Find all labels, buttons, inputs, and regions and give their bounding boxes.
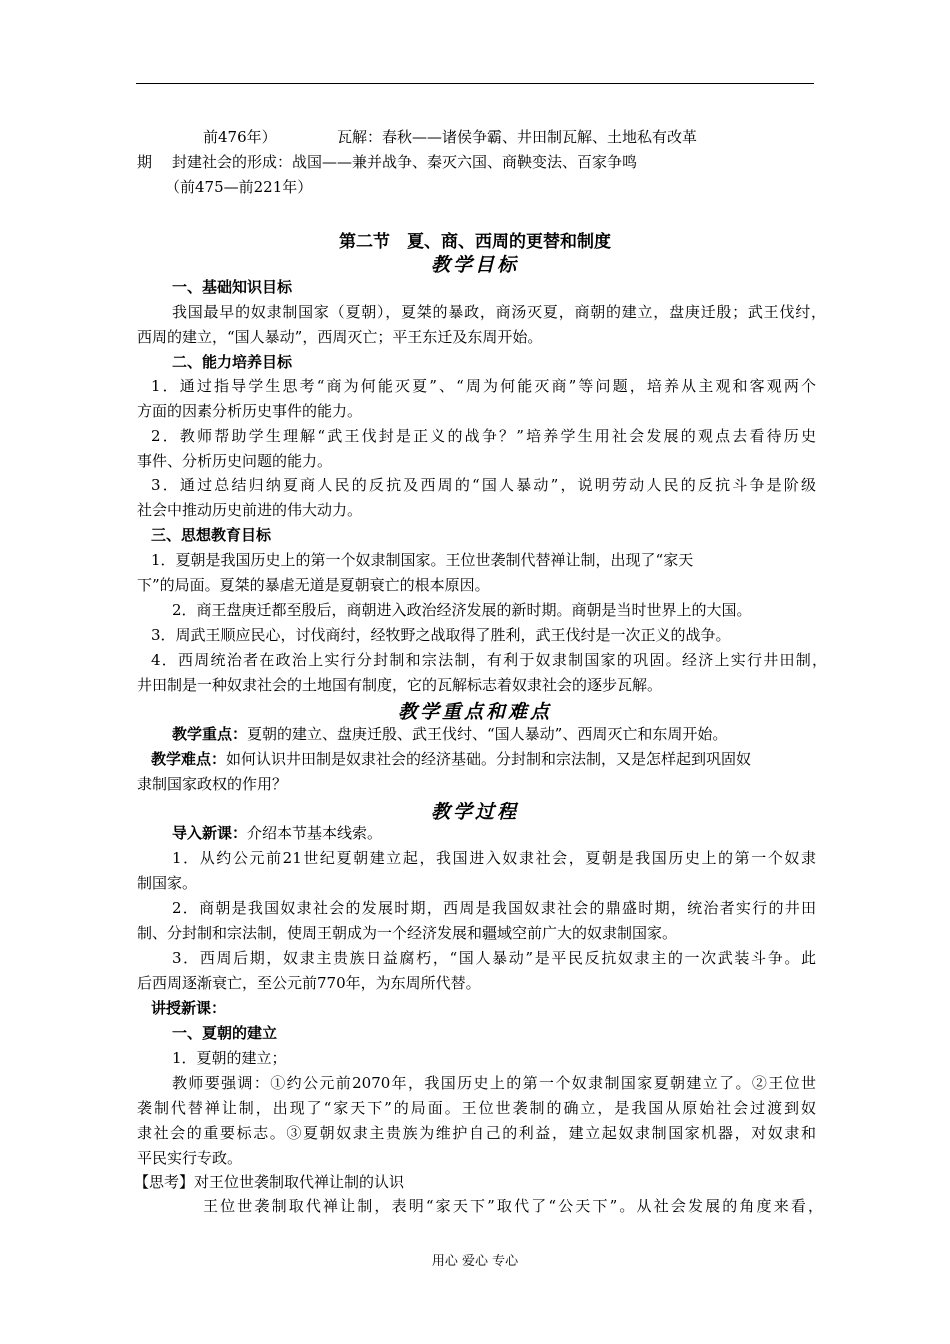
ability-1b: 方面的因素分析历史事件的能力。	[137, 402, 363, 420]
goal-heading-1: 一、基础知识目标	[172, 278, 293, 296]
intro-line-3: （前475—前221年）	[165, 178, 313, 196]
emphasis-line-3: 隶社会的重要标志。③夏朝奴隶主贵族为维护自己的利益，建立起奴隶制国家机器，对奴隶和	[137, 1124, 816, 1142]
intro-line-1a: 前476年）	[203, 128, 277, 146]
summary-2a: 2．商朝是我国奴隶社会的发展时期，西周是我国奴隶社会的鼎盛时期，统治者实行的井田	[172, 899, 816, 917]
thought-2: 2．商王盘庚迁都至殷后，商朝进入政治经济发展的新时期。商朝是当时世界上的大国。	[172, 601, 752, 619]
think-line	[134, 1172, 824, 1192]
summary-1b: 制国家。	[137, 874, 198, 892]
difficulty-text: 如何认识井田制是奴隶社会的经济基础。分封制和宗法制，又是怎样起到巩固奴	[226, 750, 752, 768]
summary-3a: 3．西周后期，奴隶主贵族日益腐朽，“国人暴动”是平民反抗奴隶主的一次武装斗争。此	[172, 949, 816, 967]
keypoints-heading: 教学重点和难点	[397, 701, 552, 723]
emphasis-line-1: 教师要强调：①约公元前2070年，我国历史上的第一个奴隶制国家夏朝建立了。②王位世	[172, 1074, 816, 1092]
header-rule	[136, 83, 814, 84]
goal-heading-3: 三、思想教育目标	[151, 526, 272, 544]
key-point-line	[172, 724, 862, 744]
ability-3a: 3．通过总结归纳夏商人民的反抗及西周的“国人暴动”，说明劳动人民的反抗斗争是阶级	[151, 476, 816, 494]
intro-lesson-label: 导入新课：	[172, 824, 248, 842]
goals-heading: 教学目标	[430, 254, 519, 276]
goal-heading-2: 二、能力培养目标	[172, 353, 293, 371]
ability-1a: 1．通过指导学生思考“商为何能灭夏”、“周为何能灭商”等问题，培养从主观和客观两个	[151, 377, 816, 395]
subsection-1-title: 一、夏朝的建立	[172, 1024, 278, 1042]
difficulty-line	[151, 749, 841, 769]
key-point-label: 教学重点：	[172, 725, 248, 743]
teach-label: 讲授新课：	[151, 999, 227, 1017]
think-text: 对王位世袭制取代禅让制的认识	[194, 1173, 405, 1191]
summary-3b: 后西周逐渐衰亡，至公元前770年，为东周所代替。	[137, 974, 481, 992]
intro-line-1b: 瓦解：春秋——诸侯争霸、井田制瓦解、土地私有改革	[337, 128, 698, 146]
summary-2b: 制、分封制和宗法制，使周王朝成为一个经济发展和疆域空前广大的奴隶制国家。	[137, 924, 678, 942]
subsection-1-item: 1．夏朝的建立；	[172, 1049, 287, 1067]
think-label: 【思考】	[134, 1173, 195, 1191]
intro-lesson-text: 介绍本节基本线索。	[247, 824, 383, 842]
thought-4a: 4．西周统治者在政治上实行分封制和宗法制，有利于奴隶制国家的巩固。经济上实行井田制，	[151, 651, 827, 669]
goal-para-1b: 西周的建立，“国人暴动”，西周灭亡；平王东迁及东周开始。	[137, 328, 543, 346]
intro-line-2b: 封建社会的形成：战国——兼并战争、秦灭六国、商鞅变法、百家争鸣	[172, 153, 638, 171]
thought-1b: 下”的局面。夏桀的暴虐无道是夏朝衰亡的根本原因。	[137, 576, 490, 594]
key-point-text: 夏朝的建立、盘庚迁殷、武王伐纣、“国人暴动”、西周灭亡和东周开始。	[247, 725, 728, 743]
difficulty-label: 教学难点：	[151, 750, 227, 768]
thought-4b: 井田制是一种奴隶社会的土地国有制度，它的瓦解标志着奴隶社会的逐步瓦解。	[137, 676, 663, 694]
summary-1a: 1．从约公元前21世纪夏朝建立起，我国进入奴隶社会，夏朝是我国历史上的第一个奴隶	[172, 849, 816, 867]
ability-2a: 2．教师帮助学生理解“武王伐封是正义的战争？”培养学生用社会发展的观点去看待历史	[151, 427, 816, 445]
emphasis-line-2: 袭制代替禅让制，出现了“家天下”的局面。王位世袭制的确立，是我国从原始社会过渡到奴	[137, 1099, 816, 1117]
process-heading: 教学过程	[430, 801, 519, 823]
section-title: 第二节 夏、商、西周的更替和制度	[339, 232, 611, 252]
intro-line-2a: 期	[137, 153, 153, 171]
goal-para-1a: 我国最早的奴隶制国家（夏朝），夏桀的暴政，商汤灭夏，商朝的建立，盘庚迁殷；武王伐纣，	[172, 303, 826, 321]
ability-2b: 事件、分析历史问题的能力。	[137, 452, 333, 470]
emphasis-line-4: 平民实行专政。	[137, 1149, 243, 1167]
difficulty-text-2: 隶制国家政权的作用？	[137, 775, 288, 793]
intro-lesson-line	[172, 823, 862, 843]
page-footer: 用心 爱心 专心	[431, 1254, 519, 1269]
thought-1a: 1．夏朝是我国历史上的第一个奴隶制国家。王位世袭制代替禅让制，出现了“家天	[151, 551, 694, 569]
last-line: 王位世袭制取代禅让制，表明“家天下”取代了“公天下”。从社会发展的角度来看，	[203, 1197, 823, 1215]
ability-3b: 社会中推动历史前进的伟大动力。	[137, 501, 363, 519]
thought-3: 3．周武王顺应民心，讨伐商纣，经牧野之战取得了胜利，武王伐纣是一次正义的战争。	[151, 626, 731, 644]
